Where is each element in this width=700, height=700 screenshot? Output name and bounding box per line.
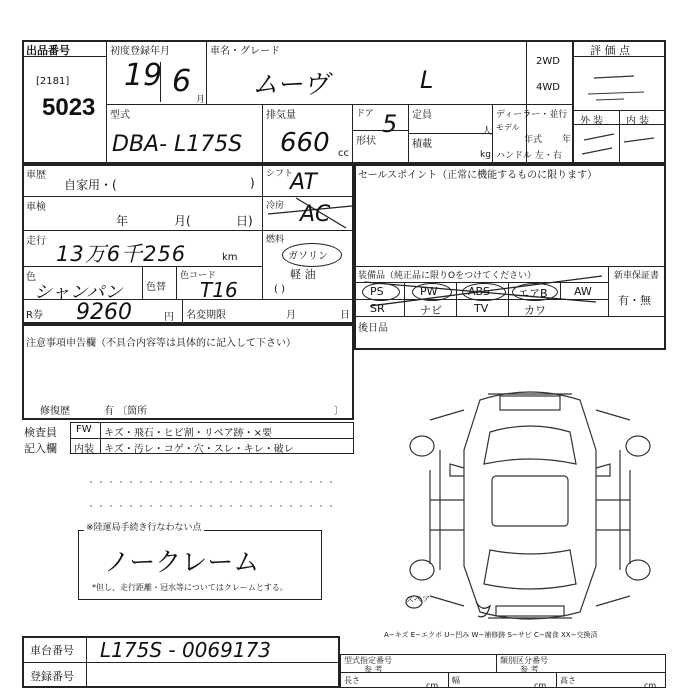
- chassis-label: 車台番号: [30, 644, 74, 657]
- color-change-label: 色替: [146, 282, 166, 293]
- capacity-unit: 人: [482, 126, 492, 137]
- mileage-unit: km: [222, 252, 238, 263]
- divider: [354, 316, 666, 317]
- shift-value: AT: [290, 170, 317, 195]
- divider: [448, 672, 449, 688]
- fuel-label: 燃料: [266, 235, 285, 245]
- first-reg-label: 初度登録年月: [110, 46, 170, 57]
- model-name: ムーヴ: [252, 70, 329, 100]
- class-label: 類別区分番号: [500, 656, 548, 665]
- inspector-interior-text: キズ・汚レ・コゲ・穴・スレ・キレ・破レ: [104, 444, 294, 455]
- repair-close: 〕: [334, 406, 344, 417]
- score-scribble: [574, 58, 664, 162]
- divider: [206, 40, 207, 104]
- divider: [22, 56, 106, 57]
- divider: [496, 654, 497, 672]
- recycle-label: R券: [26, 310, 43, 321]
- fuel-diesel[interactable]: 軽 油: [290, 268, 316, 281]
- inspection-month: 月(: [174, 214, 191, 228]
- divider: [206, 104, 572, 105]
- inspector-label-1: 検査員: [24, 426, 57, 439]
- warranty-value[interactable]: 有・無: [618, 294, 651, 307]
- equip-navi[interactable]: ナビ: [420, 304, 442, 317]
- color-code: T16: [200, 278, 238, 302]
- divider: [22, 299, 354, 300]
- divider: [86, 636, 87, 688]
- interior-label: 内 装: [626, 116, 650, 127]
- warranty-label: 新車保証書: [614, 271, 660, 281]
- history-label: 車歴: [26, 170, 46, 181]
- recycle-value: 9260: [76, 300, 132, 325]
- model-type-label: 型式: [110, 110, 130, 121]
- dealer-label: ディーラー・並行: [496, 110, 568, 120]
- inspector-fw-text: キズ・飛石・ヒビ割・リペア跡・×要: [104, 428, 272, 439]
- class-ref: 参 考: [520, 665, 539, 674]
- shape-label: 形状: [356, 136, 376, 147]
- mileage-value: 13万6千256: [56, 242, 187, 266]
- divider: [526, 40, 527, 164]
- fuel-paren: ( ): [274, 284, 285, 295]
- width-label: 幅: [452, 676, 460, 685]
- length-label: 長さ: [344, 676, 360, 685]
- load-label: 積載: [412, 139, 432, 150]
- divider: [22, 230, 354, 231]
- shift-label: シフト: [266, 169, 294, 179]
- height-unit: cm: [644, 681, 657, 690]
- ac-label: 冷房: [266, 201, 285, 211]
- lot-number: 5023: [42, 94, 96, 121]
- equip-sr[interactable]: SR: [370, 302, 385, 315]
- ac-strike: [266, 196, 354, 230]
- width-unit: cm: [534, 681, 547, 690]
- equip-leather[interactable]: カワ: [524, 304, 546, 317]
- equip-aw[interactable]: AW: [574, 285, 592, 298]
- delivery-label: 後日品: [358, 323, 388, 334]
- divider: [572, 56, 666, 57]
- type-ref: 参 考: [364, 665, 383, 674]
- divider: [262, 104, 263, 164]
- ac-value: AC: [300, 202, 331, 227]
- drive-4wd[interactable]: 4WD: [536, 82, 560, 93]
- color-value: シャンパン: [34, 282, 123, 303]
- recycle-unit: 円: [164, 312, 174, 323]
- color-code-label: 色コード: [180, 271, 217, 281]
- equip-pw[interactable]: PW: [420, 285, 438, 298]
- name-change-month: 月: [286, 310, 296, 321]
- color-label: 色: [26, 272, 36, 283]
- stamp-top: ※陸運局手続き行なわない点: [84, 520, 204, 533]
- divider: [408, 104, 409, 164]
- first-reg-year: 19: [124, 58, 163, 93]
- score-label: 評 価 点: [590, 44, 630, 57]
- model-name-label: 車名・グレード: [210, 46, 280, 57]
- notes-label: 注意事項申告欄（不具合内容等は具体的に記入して下さい）: [26, 338, 296, 349]
- type-spec-label: 型式指定番号: [344, 656, 392, 665]
- fuel-gas[interactable]: ガソリン: [288, 251, 328, 262]
- divider: [608, 266, 609, 316]
- divider: [176, 266, 177, 299]
- divider: [262, 164, 263, 299]
- divider: [352, 130, 408, 131]
- exterior-label: 外 装: [580, 116, 604, 127]
- divider: [352, 104, 353, 164]
- inspection-year: 年: [116, 214, 129, 228]
- model-type: DBA- L175S: [112, 132, 243, 157]
- spare-label: スペア: [406, 595, 430, 604]
- name-change-day: 日: [340, 310, 350, 321]
- sales-label: セールスポイント（正常に機能するものに限ります）: [358, 170, 598, 181]
- divider: [22, 662, 340, 663]
- mileage-label: 走行: [26, 236, 46, 247]
- lot-sub: [2181]: [36, 76, 70, 87]
- inspector-label-2: 記入欄: [24, 442, 57, 455]
- inspector-interior: 内装: [74, 444, 94, 455]
- door-label: ドア: [356, 109, 374, 119]
- load-unit: kg: [480, 150, 491, 160]
- length-unit: cm: [426, 681, 439, 690]
- divider: [408, 133, 492, 134]
- model-year-label2: 年式: [524, 135, 543, 145]
- equip-airbag[interactable]: エアB: [518, 287, 548, 300]
- drive-2wd[interactable]: 2WD: [536, 56, 560, 67]
- damage-legend: A−キズ E−エクボ U−凹み W−補修跡 S−サビ C−腐食 XX−交換済: [384, 631, 598, 639]
- displacement: 660: [280, 128, 330, 158]
- equip-ps[interactable]: PS: [370, 285, 384, 298]
- divider: [354, 266, 666, 267]
- divider: [492, 104, 493, 164]
- name-change-label: 名変期限: [186, 310, 226, 321]
- divider: [160, 62, 161, 102]
- inspector-fw: FW: [76, 424, 92, 435]
- repair-value: 有 〔箇所: [104, 406, 148, 417]
- first-reg-month: 6: [172, 64, 192, 99]
- car-damage-diagram: [400, 380, 660, 630]
- grade: L: [420, 66, 434, 94]
- inspection-label: 車検: [26, 202, 46, 213]
- height-label: 高さ: [560, 676, 576, 685]
- divider: [106, 40, 107, 164]
- sales-frame: [354, 164, 666, 350]
- divider: [340, 672, 666, 673]
- capacity-label: 定員: [412, 110, 432, 121]
- model-year-label: モデル: [496, 123, 520, 132]
- divider: [182, 299, 183, 324]
- equip-abs[interactable]: ABS: [468, 285, 490, 298]
- history-value: 自家用・(: [64, 178, 117, 192]
- stamp-main: ノークレーム: [104, 548, 260, 578]
- divider: [100, 422, 101, 454]
- history-close: ): [250, 176, 255, 190]
- equipment-label: 装備品（純正品に限りOをつけてください）: [358, 271, 537, 281]
- dotted-lines: [90, 476, 340, 516]
- displacement-unit: cc: [338, 148, 349, 159]
- stamp-bottom: *但し、走行距離・冠水等についてはクレームとする。: [92, 583, 288, 592]
- handle-label: ハンドル 左・右: [496, 151, 562, 161]
- lot-label: 出品番号: [26, 44, 70, 57]
- displacement-label: 排気量: [266, 110, 296, 121]
- divider: [142, 266, 143, 299]
- inspection-day: 日): [236, 214, 253, 228]
- equipment-strike: [356, 268, 606, 316]
- first-reg-month-unit: 月: [196, 95, 206, 105]
- reg-label: 登録番号: [30, 670, 74, 683]
- divider: [556, 672, 557, 688]
- divider: [106, 104, 206, 105]
- year-unit: 年: [562, 135, 572, 145]
- repair-label: 修復歴: [40, 406, 70, 417]
- door-count: 5: [382, 110, 398, 138]
- chassis-value: L175S - 0069173: [100, 638, 272, 662]
- equip-tv[interactable]: TV: [474, 302, 489, 315]
